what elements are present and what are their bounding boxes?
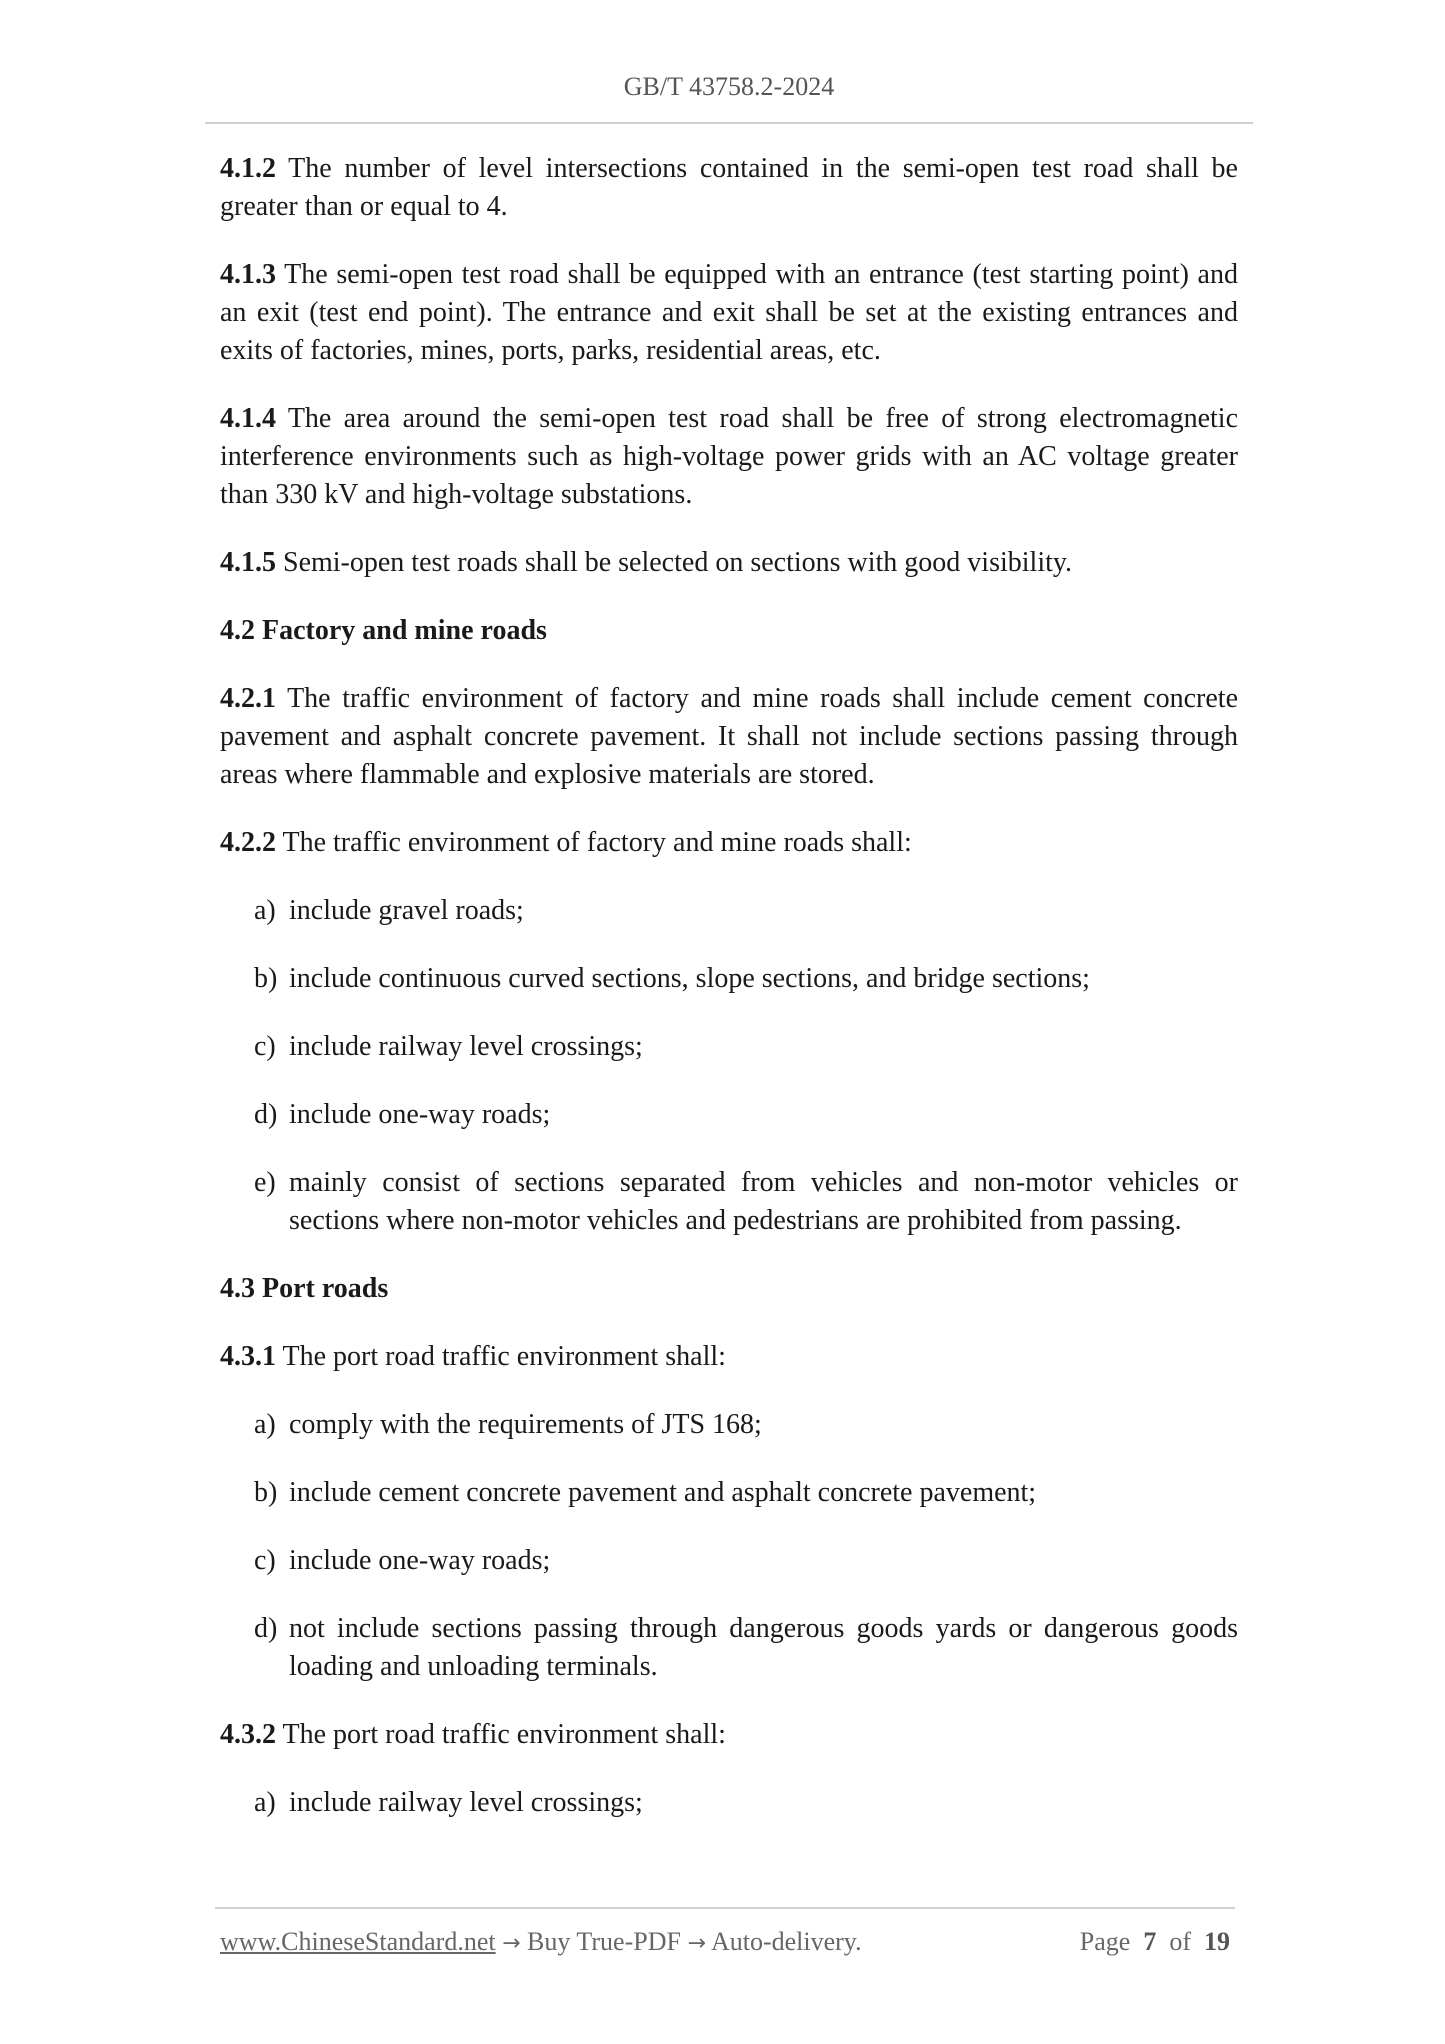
list-item [254,1096,1238,1134]
list-item [254,1164,1238,1240]
footer-left [220,1927,862,1957]
page-total: 19 [1204,1927,1230,1956]
list-text: include gravel roads; [289,895,524,926]
clause-text: Semi-open test roads shall be selected on sections with good visibility. [283,547,1073,578]
list-text: include cement concrete pavement and asphalt concrete pavement; [289,1477,1037,1508]
clause-number: 4.1.5 [220,547,276,578]
list-text: include railway level crossings; [289,1031,643,1062]
footer-divider [215,1907,1235,1909]
list-letter: b) [254,1477,278,1508]
list-letter: c) [254,1545,276,1576]
list-letter: b) [254,963,278,994]
clause-text: The number of level intersections contained in the semi-open test road shall be greater than or equal to 4. [220,153,1238,222]
list-text: mainly consist of sections separated from vehicles and non-motor vehicles or sections where non-motor vehicles and pedestrians are prohibited from passing. [289,1167,1238,1236]
clause-4-1-4 [220,400,1238,514]
clause-number: 4.1.2 [220,153,276,184]
list-item [254,960,1238,998]
clause-4-3-1 [220,1338,1238,1376]
list-item [254,1610,1238,1686]
list-letter: a) [254,895,276,926]
clause-number: 4.1.3 [220,259,276,290]
list-item [254,1542,1238,1580]
page-counter [1080,1927,1230,1957]
list-item [254,1028,1238,1066]
list-letter: d) [254,1613,278,1644]
section-heading-4-2: 4.2 Factory and mine roads [220,615,547,646]
page-label: Page [1079,1927,1131,1956]
list-item [254,1784,1238,1822]
clause-number: 4.3.2 [220,1719,276,1750]
page-of-label: of [1169,1927,1191,1956]
clause-text: The traffic environment of factory and mine roads shall: [282,827,912,858]
website-link[interactable]: www.ChineseStandard.net [220,1927,496,1956]
list-letter: c) [254,1031,276,1062]
page-header: GB/T 43758.2-2024 [623,72,835,101]
list-letter: d) [254,1099,278,1130]
list-item [254,1406,1238,1444]
auto-delivery-text: Auto-delivery. [710,1927,862,1956]
clause-text: The area around the semi-open test road shall be free of strong electromagnetic interference environments such as high-voltage power grids with an AC voltage greater than 330 kV and high-voltage substations. [220,403,1239,510]
clause-number: 4.3.1 [220,1341,276,1372]
list-item [254,1474,1238,1512]
list-text: include one-way roads; [289,1099,551,1130]
header-divider [205,122,1253,124]
clause-number: 4.1.4 [220,403,276,434]
clause-4-1-2 [220,150,1238,226]
list-letter: e) [254,1167,276,1198]
document-body [220,150,1238,1852]
clause-text: The port road traffic environment shall: [282,1719,726,1750]
buy-pdf-text: Buy True-PDF [527,1927,681,1956]
clause-text: The port road traffic environment shall: [282,1341,726,1372]
list-letter: a) [254,1409,276,1440]
page-current: 7 [1143,1927,1157,1956]
list-item [254,892,1238,930]
arrow-right-icon: → [687,1931,706,1956]
list-text: not include sections passing through dangerous goods yards or dangerous goods loading and unloading terminals. [289,1613,1238,1682]
list-text: comply with the requirements of JTS 168; [289,1409,762,1440]
arrow-right-icon: → [502,1931,521,1956]
clause-4-2-1 [220,680,1238,794]
clause-4-3-2 [220,1716,1238,1754]
clause-4-1-5 [220,544,1238,582]
clause-number: 4.2.2 [220,827,276,858]
list-letter: a) [254,1787,276,1818]
page-footer [220,1927,1230,1957]
clause-number: 4.2.1 [220,683,276,714]
list-text: include one-way roads; [289,1545,551,1576]
list-text: include railway level crossings; [289,1787,643,1818]
clause-text: The traffic environment of factory and mine roads shall include cement concrete pavement and asphalt concrete pavement. It shall not include sections passing through areas where flammable and explosive materials are stored. [220,683,1238,790]
list-text: include continuous curved sections, slope sections, and bridge sections; [289,963,1090,994]
clause-4-2-2 [220,824,1238,862]
clause-text: The semi-open test road shall be equipped with an entrance (test starting point) and an exit (test end point). The entrance and exit shall be set at the existing entrances and exits of factories, mines, ports, parks, residential areas, etc. [220,259,1238,366]
clause-4-1-3 [220,256,1238,370]
section-heading-4-3: 4.3 Port roads [220,1273,389,1304]
